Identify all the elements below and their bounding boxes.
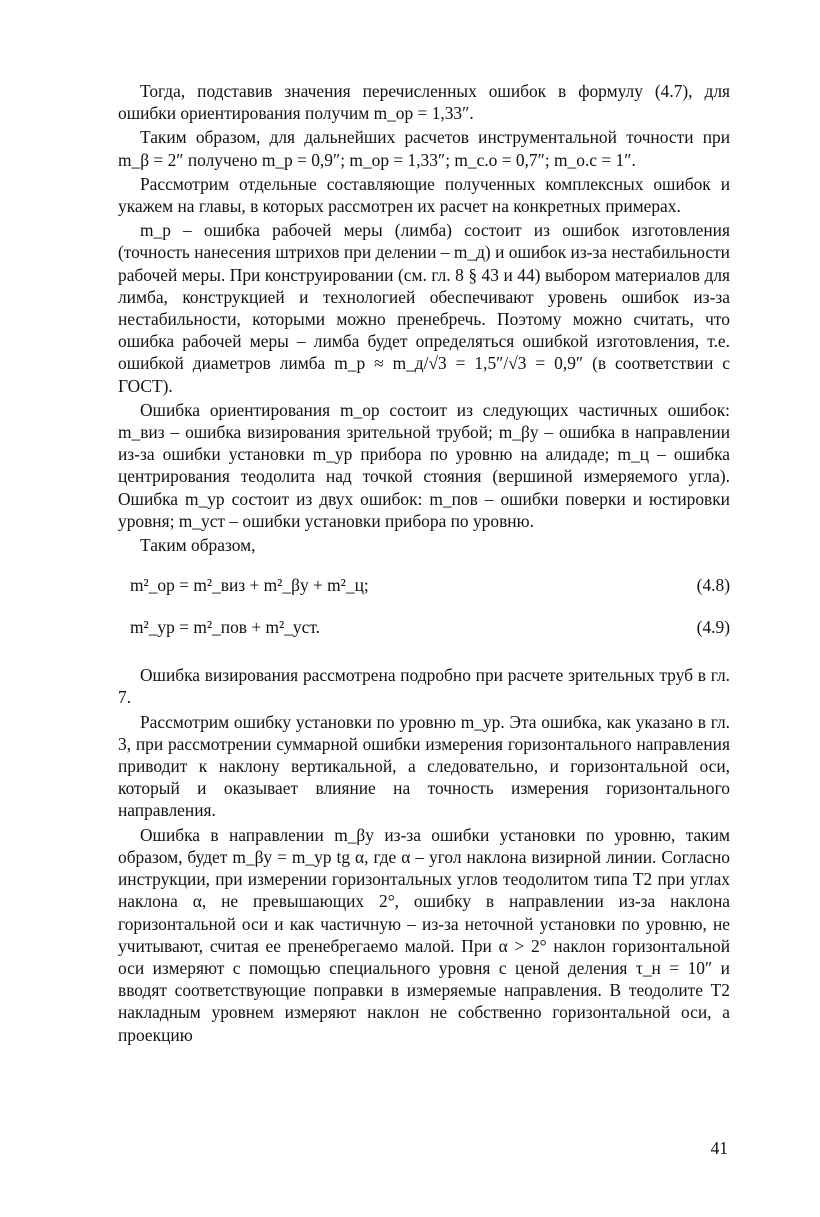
paragraph: Таким образом, <box>140 535 256 556</box>
page-body <box>118 80 730 1046</box>
page-number: 41 <box>710 1138 728 1158</box>
equation-text: m²_ор = m²_виз + m²_βу + m²_ц; <box>130 575 369 596</box>
paragraph: Ошибка в направлении m_βу из-за ошибки установки по уровню, таким образом, будет m_βу = m_ур tg α, где α – угол наклона визирной линии. Согласно инструкции, при измерении горизонтальных углов теодолитом типа Т2 при углах наклона α, не превышающих 2°, ошибку в направлении из-за наклона горизонтальной оси и как частичную – из-за неточной установки по уровню, не учитывают, считая ее пренебрегаемо малой. При α > 2° наклон горизонтальной оси измеряют с помощью специального уровня с ценой деления τ_н = 10″ и вводят соответствующие поправки в измеряемые направления. В теодолите Т2 накладным уровнем измеряют наклон не собственно горизонтальной оси, а проекцию <box>118 824 730 1045</box>
equation-4-8 <box>118 574 730 596</box>
paragraph: Ошибка визирования рассмотрена подробно при расчете зрительных труб в гл. 7. <box>118 665 730 708</box>
paragraph: m_р – ошибка рабочей меры (лимба) состоит из ошибок изготовления (точность нанесения штрихов при делении – m_д) и ошибок из-за нестабильности рабочей меры. При конструировании (см. гл. 8 § 43 и 44) выбором материалов для лимба, конструкцией и технологией обеспечивают уровень ошибок из-за нестабильности, которыми можно пренебречь. Поэтому можно считать, что ошибка рабочей меры – лимба будет определяться ошибкой изготовления, т.е. ошибкой диаметров лимба m_р ≈ m_д/√3 = 1,5″/√3 = 0,9″ (в соответствии с ГОСТ). <box>118 220 730 396</box>
equation-number: (4.8) <box>696 575 730 596</box>
equation-text: m²_ур = m²_пов + m²_уст. <box>130 617 320 638</box>
paragraph: Рассмотрим ошибку установки по уровню m_ур. Эта ошибка, как указано в гл. 3, при рассмотрении суммарной ошибки измерения горизонтального направления приводит к наклону вертикальной, а следовательно, и горизонтальной оси, который и оказывает влияние на точность измерения горизонтального направления. <box>118 711 730 821</box>
equation-4-9 <box>118 616 730 638</box>
paragraph: Ошибка ориентирования m_ор состоит из следующих частичных ошибок: m_виз – ошибка визирования зрительной трубой; m_βу – ошибка в направлении из-за ошибки установки m_ур прибора по уровню на алидаде; m_ц – ошибка центрирования теодолита над точкой стояния (вершиной измеряемого угла). Ошибка m_ур состоит из двух ошибок: m_пов – ошибки поверки и юстировки уровня; m_уст – ошибки установки прибора по уровню. <box>118 399 730 531</box>
equation-number: (4.9) <box>696 617 730 638</box>
paragraph: Тогда, подставив значения перечисленных ошибок в формулу (4.7), для ошибки ориентирования получим m_ор = 1,33″. <box>118 81 730 124</box>
paragraph: Рассмотрим отдельные составляющие полученных комплексных ошибок и укажем на главы, в которых рассмотрен их расчет на конкретных примерах. <box>118 173 730 217</box>
paragraph: Таким образом, для дальнейших расчетов инструментальной точности при m_β = 2″ получено m_р = 0,9″; m_ор = 1,33″; m_с.о = 0,7″; m_о.с = 1″. <box>118 127 730 170</box>
